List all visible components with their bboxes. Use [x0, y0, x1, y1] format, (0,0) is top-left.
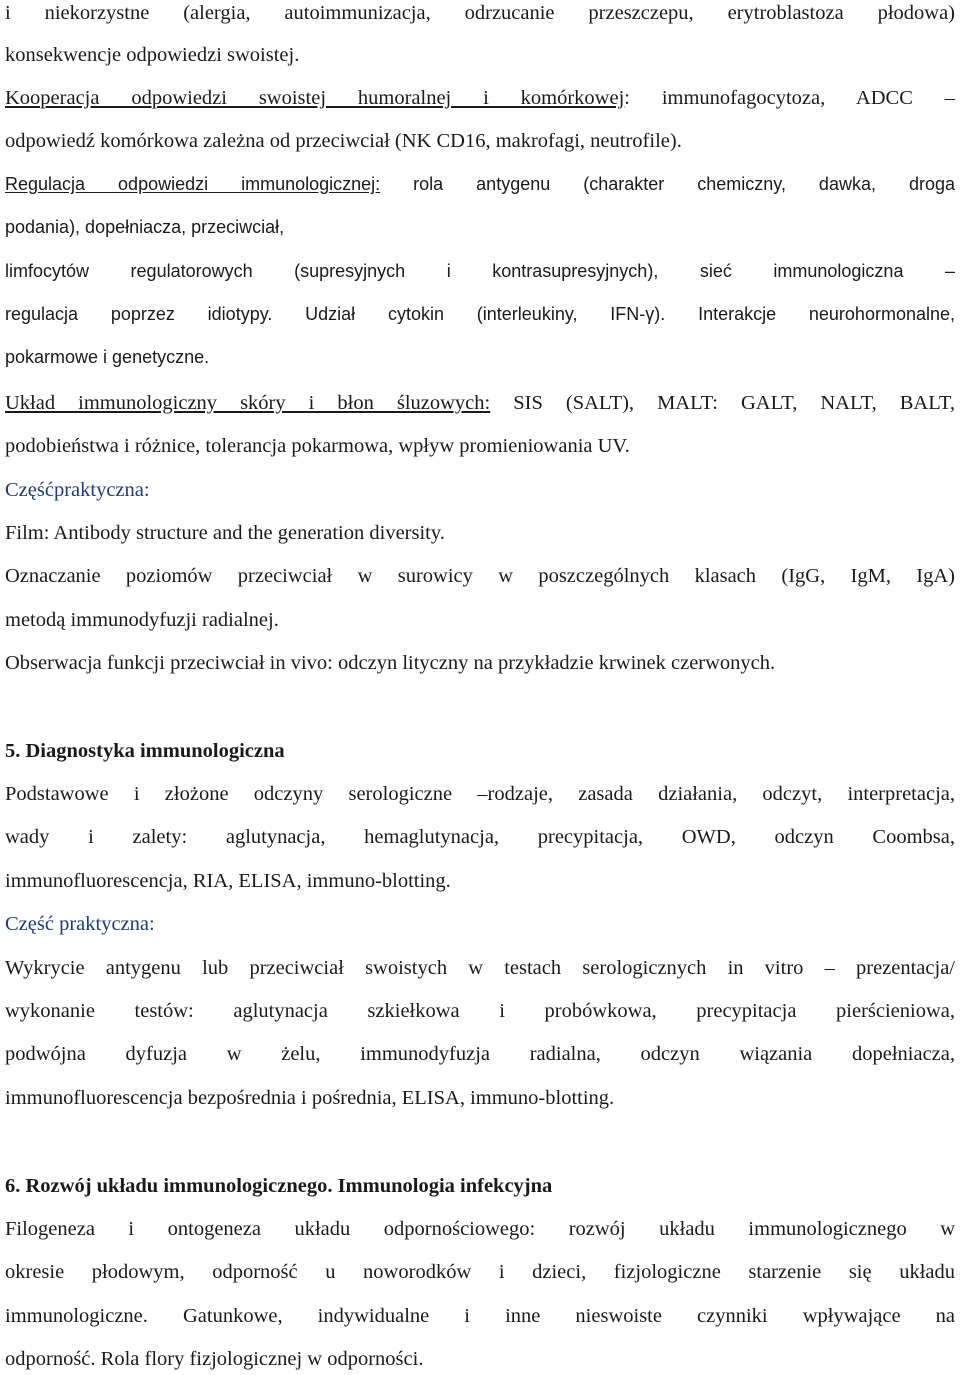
- text-line: [5, 88, 955, 109]
- text-line: regulacja poprzez idiotypy. Udział cytokin (interleukiny, IFN-γ). Interakcje neurohormonalne,: [5, 304, 955, 324]
- section-heading-5: 5. Diagnostyka immunologiczna: [5, 740, 285, 762]
- text-line: podania), dopełniacza, przeciwciał,: [5, 217, 285, 237]
- topic-heading: Kooperacja odpowiedzi swoistej humoralnej i komórkowej: [5, 87, 625, 109]
- text-span: : immunofagocytoza, ADCC –: [624, 87, 955, 109]
- text-line: Filogeneza i ontogeneza układu odpornościowego: rozwój układu immunologicznego w: [5, 1218, 955, 1240]
- text-line: podwójna dyfuzja w żelu, immunodyfuzja radialna, odczyn wiązania dopełniacza,: [5, 1043, 955, 1065]
- text-line: Oznaczanie poziomów przeciwciał w surowicy w poszczególnych klasach (IgG, IgM, IgA): [5, 565, 955, 587]
- text-span: SIS (SALT), MALT: GALT, NALT, BALT,: [490, 392, 956, 414]
- practical-part-label: Częśćpraktyczna:: [5, 479, 150, 501]
- text-line: Podstawowe i złożone odczyny serologiczne –rodzaje, zasada działania, odczyt, interpretacja,: [5, 783, 955, 805]
- text-line: immunologiczne. Gatunkowe, indywidualne i inne nieswoiste czynniki wpływające na: [5, 1305, 955, 1327]
- text-line: Film: Antibody structure and the generation diversity.: [5, 522, 445, 544]
- practical-part-label: Część praktyczna:: [5, 913, 155, 935]
- text-line: podobieństwa i różnice, tolerancja pokarmowa, wpływ promieniowania UV.: [5, 435, 630, 457]
- text-line: wady i zalety: aglutynacja, hemaglutynacja, precypitacja, OWD, odczyn Coombsa,: [5, 826, 955, 848]
- text-line: i niekorzystne (alergia, autoimmunizacja, odrzucanie przeszczepu, erytroblastoza płodowa): [5, 2, 955, 24]
- topic-heading: Regulacja odpowiedzi immunologicznej:: [5, 174, 381, 194]
- text-line: immunofluorescencja bezpośrednia i pośrednia, ELISA, immuno-blotting.: [5, 1087, 615, 1109]
- text-line: okresie płodowym, odporność u noworodków i dzieci, fizjologiczne starzenie się układu: [5, 1261, 955, 1283]
- text-line: metodą immunodyfuzji radialnej.: [5, 609, 279, 631]
- text-line: limfocytów regulatorowych (supresyjnych i kontrasupresyjnych), sieć immunologiczna –: [5, 261, 955, 281]
- text-line: odpowiedź komórkowa zależna od przeciwciał (NK CD16, makrofagi, neutrofile).: [5, 130, 682, 152]
- topic-heading: Układ immunologiczny skóry i błon śluzowych:: [5, 392, 491, 414]
- text-line: konsekwencje odpowiedzi swoistej.: [5, 44, 300, 66]
- text-line: wykonanie testów: aglutynacja szkiełkowa i probówkowa, precypitacja pierścieniowa,: [5, 1000, 955, 1022]
- text-line: [5, 393, 955, 414]
- text-line: Obserwacja funkcji przeciwciał in vivo: odczyn lityczny na przykładzie krwinek czerwonych.: [5, 652, 776, 674]
- text-line: [5, 175, 955, 193]
- text-line: immunofluorescencja, RIA, ELISA, immuno-blotting.: [5, 870, 451, 892]
- text-line: odporność. Rola flory fizjologicznej w odporności.: [5, 1348, 424, 1370]
- text-line: Wykrycie antygenu lub przeciwciał swoistych w testach serologicznych in vitro – prezentacja/: [5, 957, 955, 979]
- text-span: rola antygenu (charakter chemiczny, dawka, droga: [380, 174, 955, 194]
- section-heading-6: 6. Rozwój układu immunologicznego. Immunologia infekcyjna: [5, 1175, 553, 1197]
- text-line: pokarmowe i genetyczne.: [5, 347, 210, 367]
